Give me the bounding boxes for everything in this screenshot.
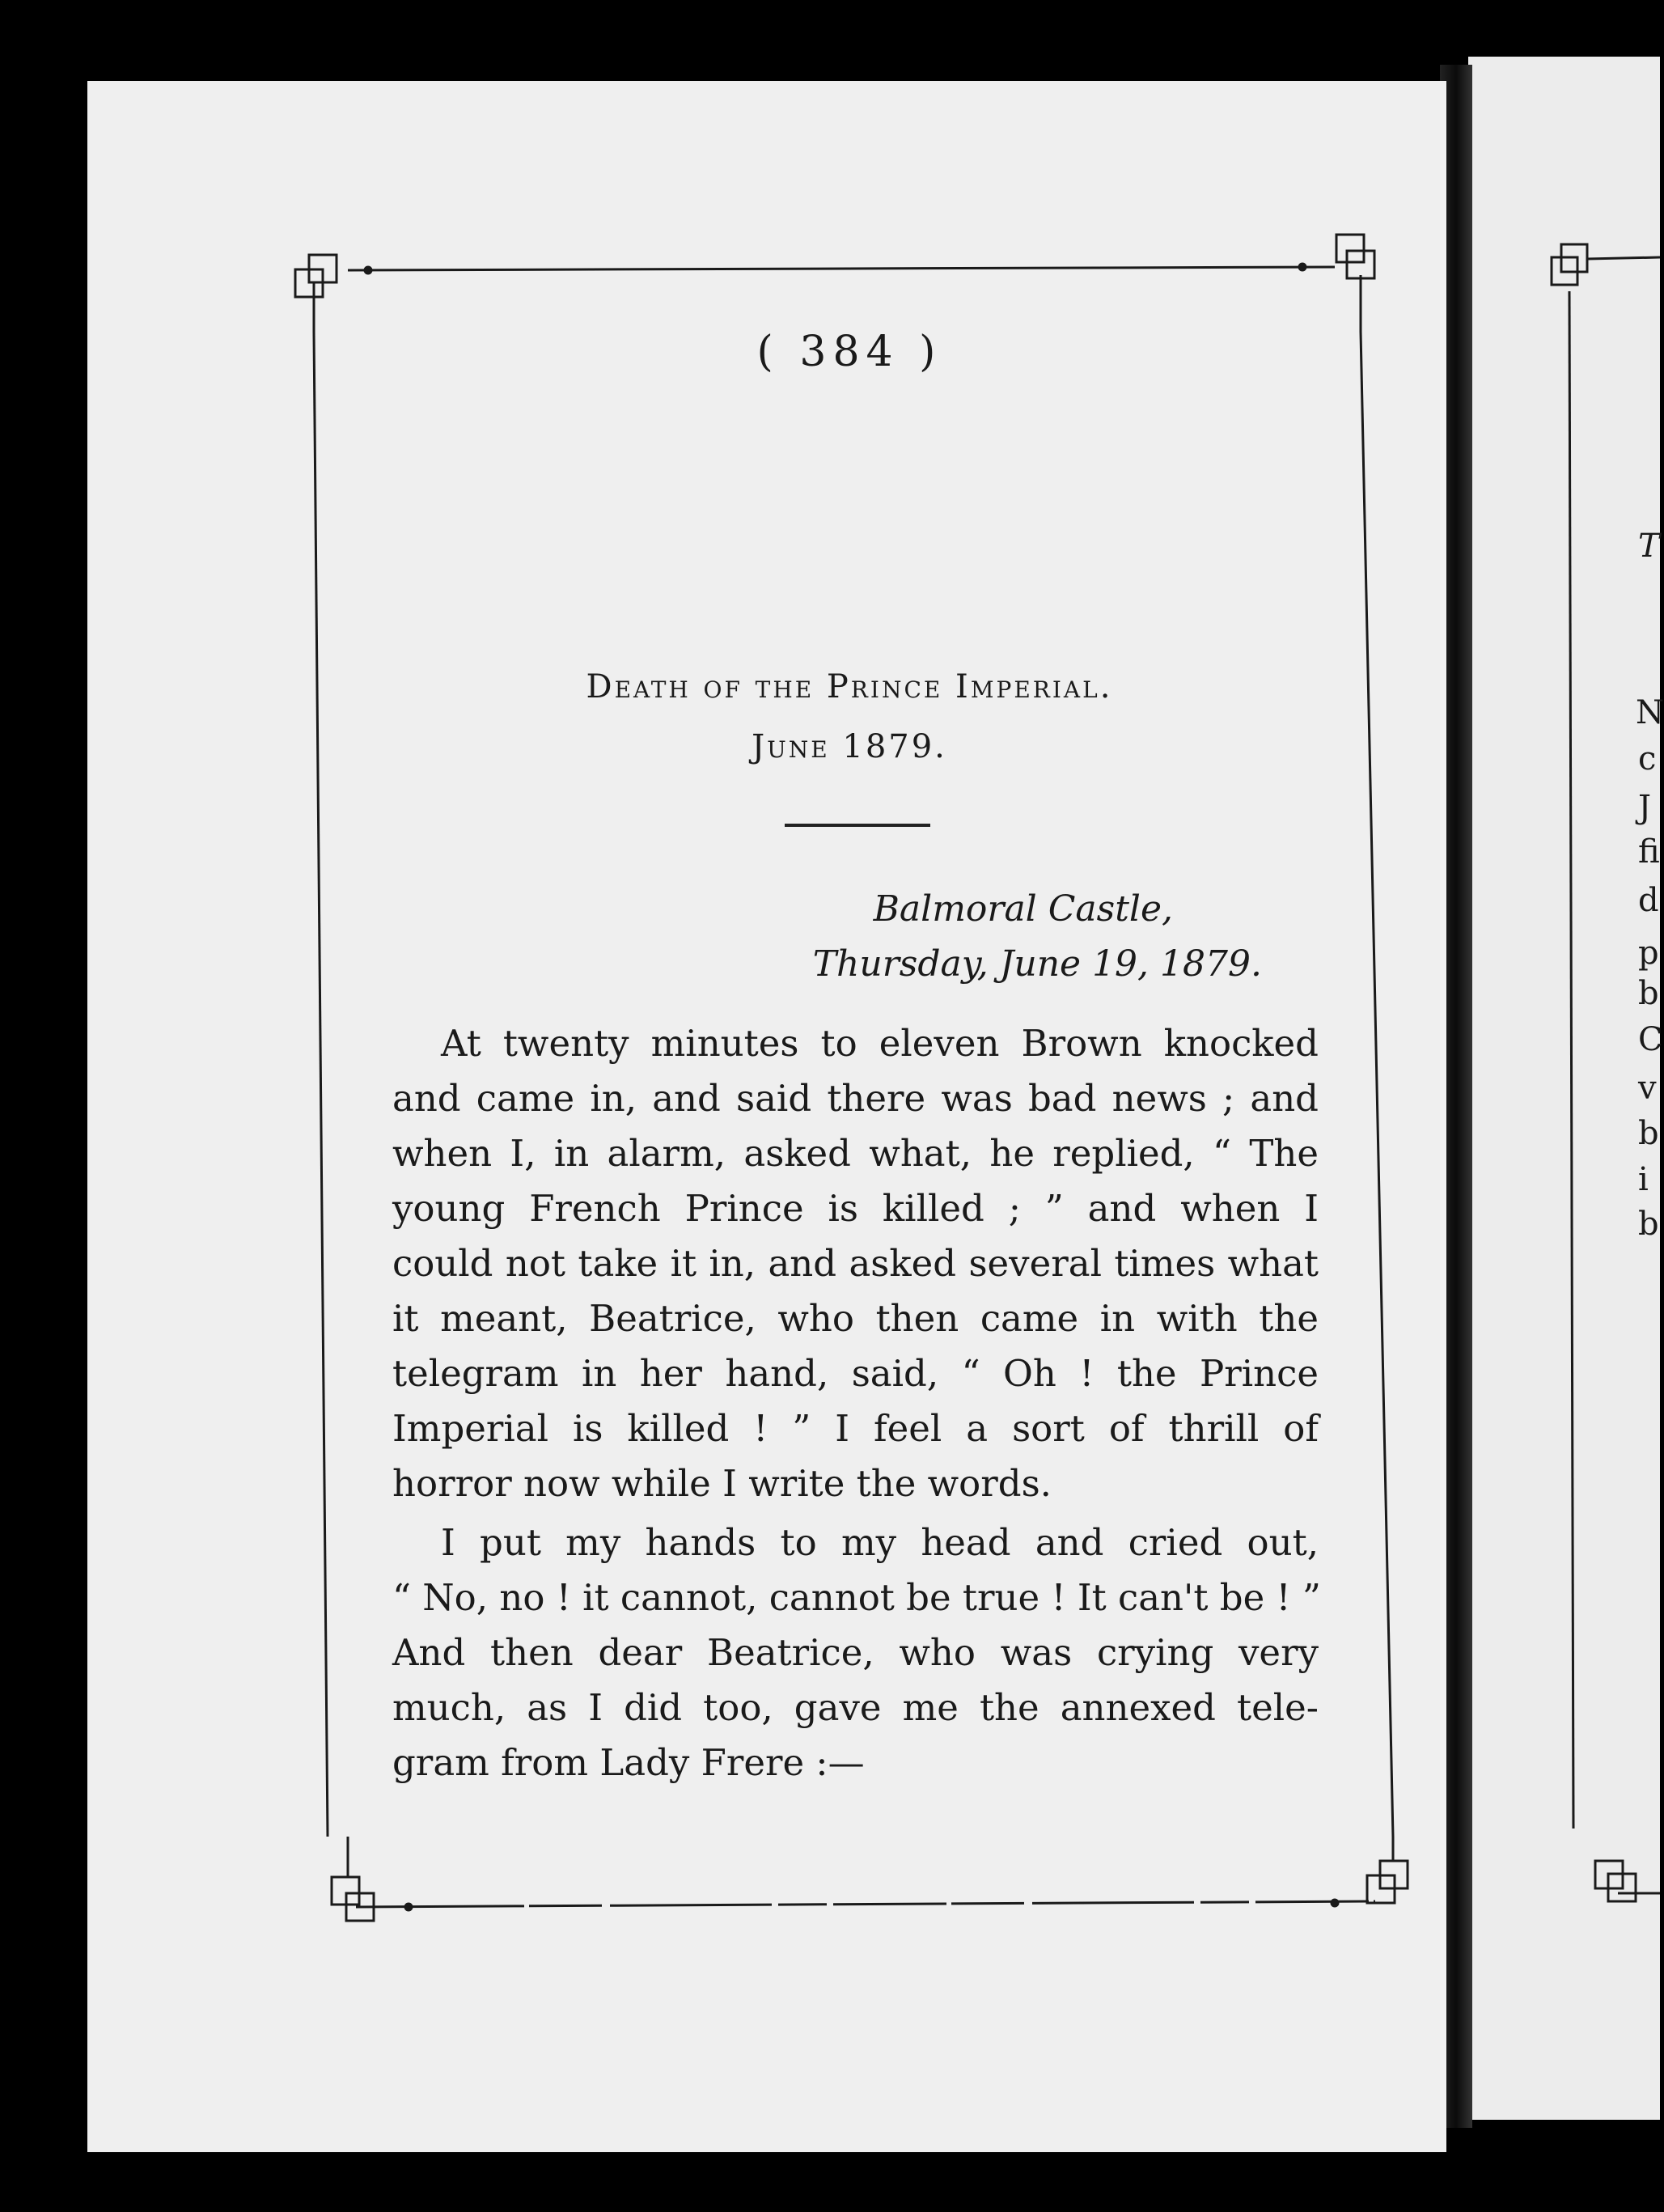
body-line: when I, in alarm, asked what, he replied, “ The <box>392 1132 1319 1175</box>
body-line: it meant, Beatrice, who then came in with the <box>392 1297 1319 1340</box>
facing-page-letter: N <box>1636 694 1664 731</box>
facing-page-letter: T <box>1638 528 1660 565</box>
body-line: could not take it in, and asked several times what <box>392 1242 1319 1285</box>
body-line: Imperial is killed ! ” I feel a sort of thrill of <box>392 1407 1319 1450</box>
body-line: And then dear Beatrice, who was crying very <box>392 1631 1319 1674</box>
facing-page-letter: d <box>1638 882 1659 919</box>
body-line: and came in, and said there was bad news ; and <box>392 1077 1319 1120</box>
body-line: horror now while I write the words. <box>392 1462 1052 1505</box>
facing-page-letter: i <box>1638 1161 1649 1198</box>
body-line: gram from Lady Frere :— <box>392 1741 865 1784</box>
body-line: At twenty minutes to eleven Brown knocked <box>441 1022 1319 1065</box>
body-line: “ No, no ! it cannot, cannot be true ! It can't be ! ” <box>392 1576 1321 1619</box>
body-line: I put my hands to my head and cried out, <box>441 1521 1319 1564</box>
facing-page-letter: p <box>1638 934 1659 972</box>
chapter-heading: Death of the Prince Imperial. <box>586 668 1113 706</box>
facing-page-letter: C <box>1638 1021 1663 1058</box>
chapter-date: June 1879. <box>752 728 947 765</box>
facing-page-letter: v <box>1638 1070 1657 1107</box>
facing-page-letter: fi <box>1638 833 1660 871</box>
body-line: telegram in her hand, said, “ Oh ! the Prince <box>392 1352 1319 1395</box>
dateline-place: Balmoral Castle, <box>873 888 1173 930</box>
page-number: ( 384 ) <box>756 328 942 376</box>
facing-page-letter: b <box>1638 975 1659 1012</box>
body-line: much, as I did too, gave me the annexed tele- <box>392 1686 1319 1729</box>
heading-rule <box>785 824 930 827</box>
facing-page-letter: c <box>1638 740 1657 778</box>
body-line: young French Prince is killed ; ” and when I <box>392 1187 1319 1230</box>
dateline-date: Thursday, June 19, 1879. <box>812 943 1262 985</box>
facing-page-letter: b <box>1638 1115 1659 1152</box>
facing-page-letter: J <box>1638 789 1652 826</box>
facing-page-letter: b <box>1638 1206 1659 1243</box>
